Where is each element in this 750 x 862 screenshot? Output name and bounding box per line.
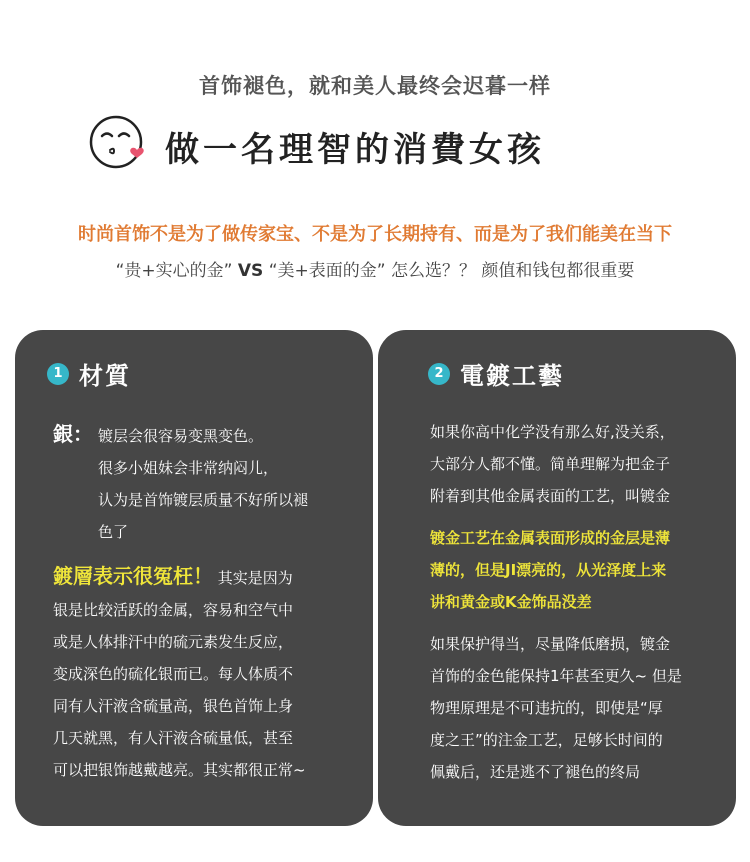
para-line: 几天就黑，有人汗液含硫量低，甚至: [53, 729, 294, 747]
para-line: 银是比较活跃的金属，容易和空气中: [53, 601, 294, 619]
plating-title: 電鍍工藝: [460, 361, 564, 390]
plating-line: 佩戴后，还是逃不了褪色的终局: [430, 763, 641, 781]
plating-card: [378, 330, 736, 826]
kiss-face-icon: [88, 112, 148, 172]
plating-intro: [430, 416, 720, 512]
para-line: 可以把银饰越戴越亮。其实都很正常~: [53, 761, 306, 779]
plating-line: 镀金工艺在金属表面形成的金层是薄: [430, 529, 671, 547]
silver-line: 认为是首饰镀层质量不好所以褪: [98, 491, 309, 509]
header-subtitle: 首饰褪色，就和美人最终会迟暮一样: [199, 74, 551, 98]
silver-lines: [98, 420, 348, 548]
silver-explanation: [53, 560, 353, 786]
plating-line: 首饰的金色能保持1年甚至更久~ 但是: [430, 667, 682, 685]
plating-line: 度之王”的注金工艺，足够长时间的: [430, 731, 663, 749]
intro-compare-line: [0, 256, 750, 281]
plating-line: 附着到其他金属表面的工艺，叫镀金: [430, 487, 671, 505]
material-card-title: [47, 356, 131, 391]
plating-card-title: [428, 356, 564, 391]
number-badge: 2: [428, 363, 450, 385]
plating-highlight: [430, 522, 720, 618]
plating-line: 大部分人都不懂。简单理解为把金子: [430, 455, 671, 473]
silver-line: 色了: [98, 523, 129, 541]
para-line: 同有人汗液含硫量高，银色首饰上身: [53, 697, 294, 715]
compare-vs: VS: [237, 261, 264, 281]
intro-orange-line: 时尚首饰不是为了做传家宝、不是为了长期持有、而是为了我们能美在当下: [78, 224, 672, 245]
plating-line: 物理原理是不可违抗的，即使是“厚: [430, 699, 663, 717]
para-line: 或是人体排汗中的硫元素发生反应，: [53, 633, 294, 651]
highlight-text: 鍍層表示很冤枉！: [53, 564, 213, 588]
silver-line: 镀层会很容易变黑变色。: [98, 427, 264, 445]
plating-line: 讲和黄金或K金饰品没差: [430, 593, 592, 611]
para-line: 变成深色的硫化银而已。每人体质不: [53, 665, 294, 683]
para-first: 其实是因为: [217, 569, 293, 587]
number-badge: 1: [47, 363, 69, 385]
plating-line: 薄的，但是JI漂亮的，从光泽度上来: [430, 561, 667, 579]
plating-conclusion: [430, 628, 720, 788]
material-card: [15, 330, 373, 826]
material-title: 材質: [79, 361, 131, 390]
headline: 做一名理智的消費女孩: [165, 130, 545, 170]
compare-part2: “美+表面的金” 怎么选？？ 颜值和钱包都很重要: [268, 261, 635, 281]
plating-line: 如果保护得当，尽量降低磨损，镀金: [430, 635, 671, 653]
silver-label: 銀：: [53, 422, 93, 446]
compare-part1: “贵+实心的金”: [115, 261, 233, 281]
plating-line: 如果你高中化学没有那么好,没关系，: [430, 423, 675, 441]
silver-line: 很多小姐妹会非常纳闷儿，: [98, 459, 279, 477]
